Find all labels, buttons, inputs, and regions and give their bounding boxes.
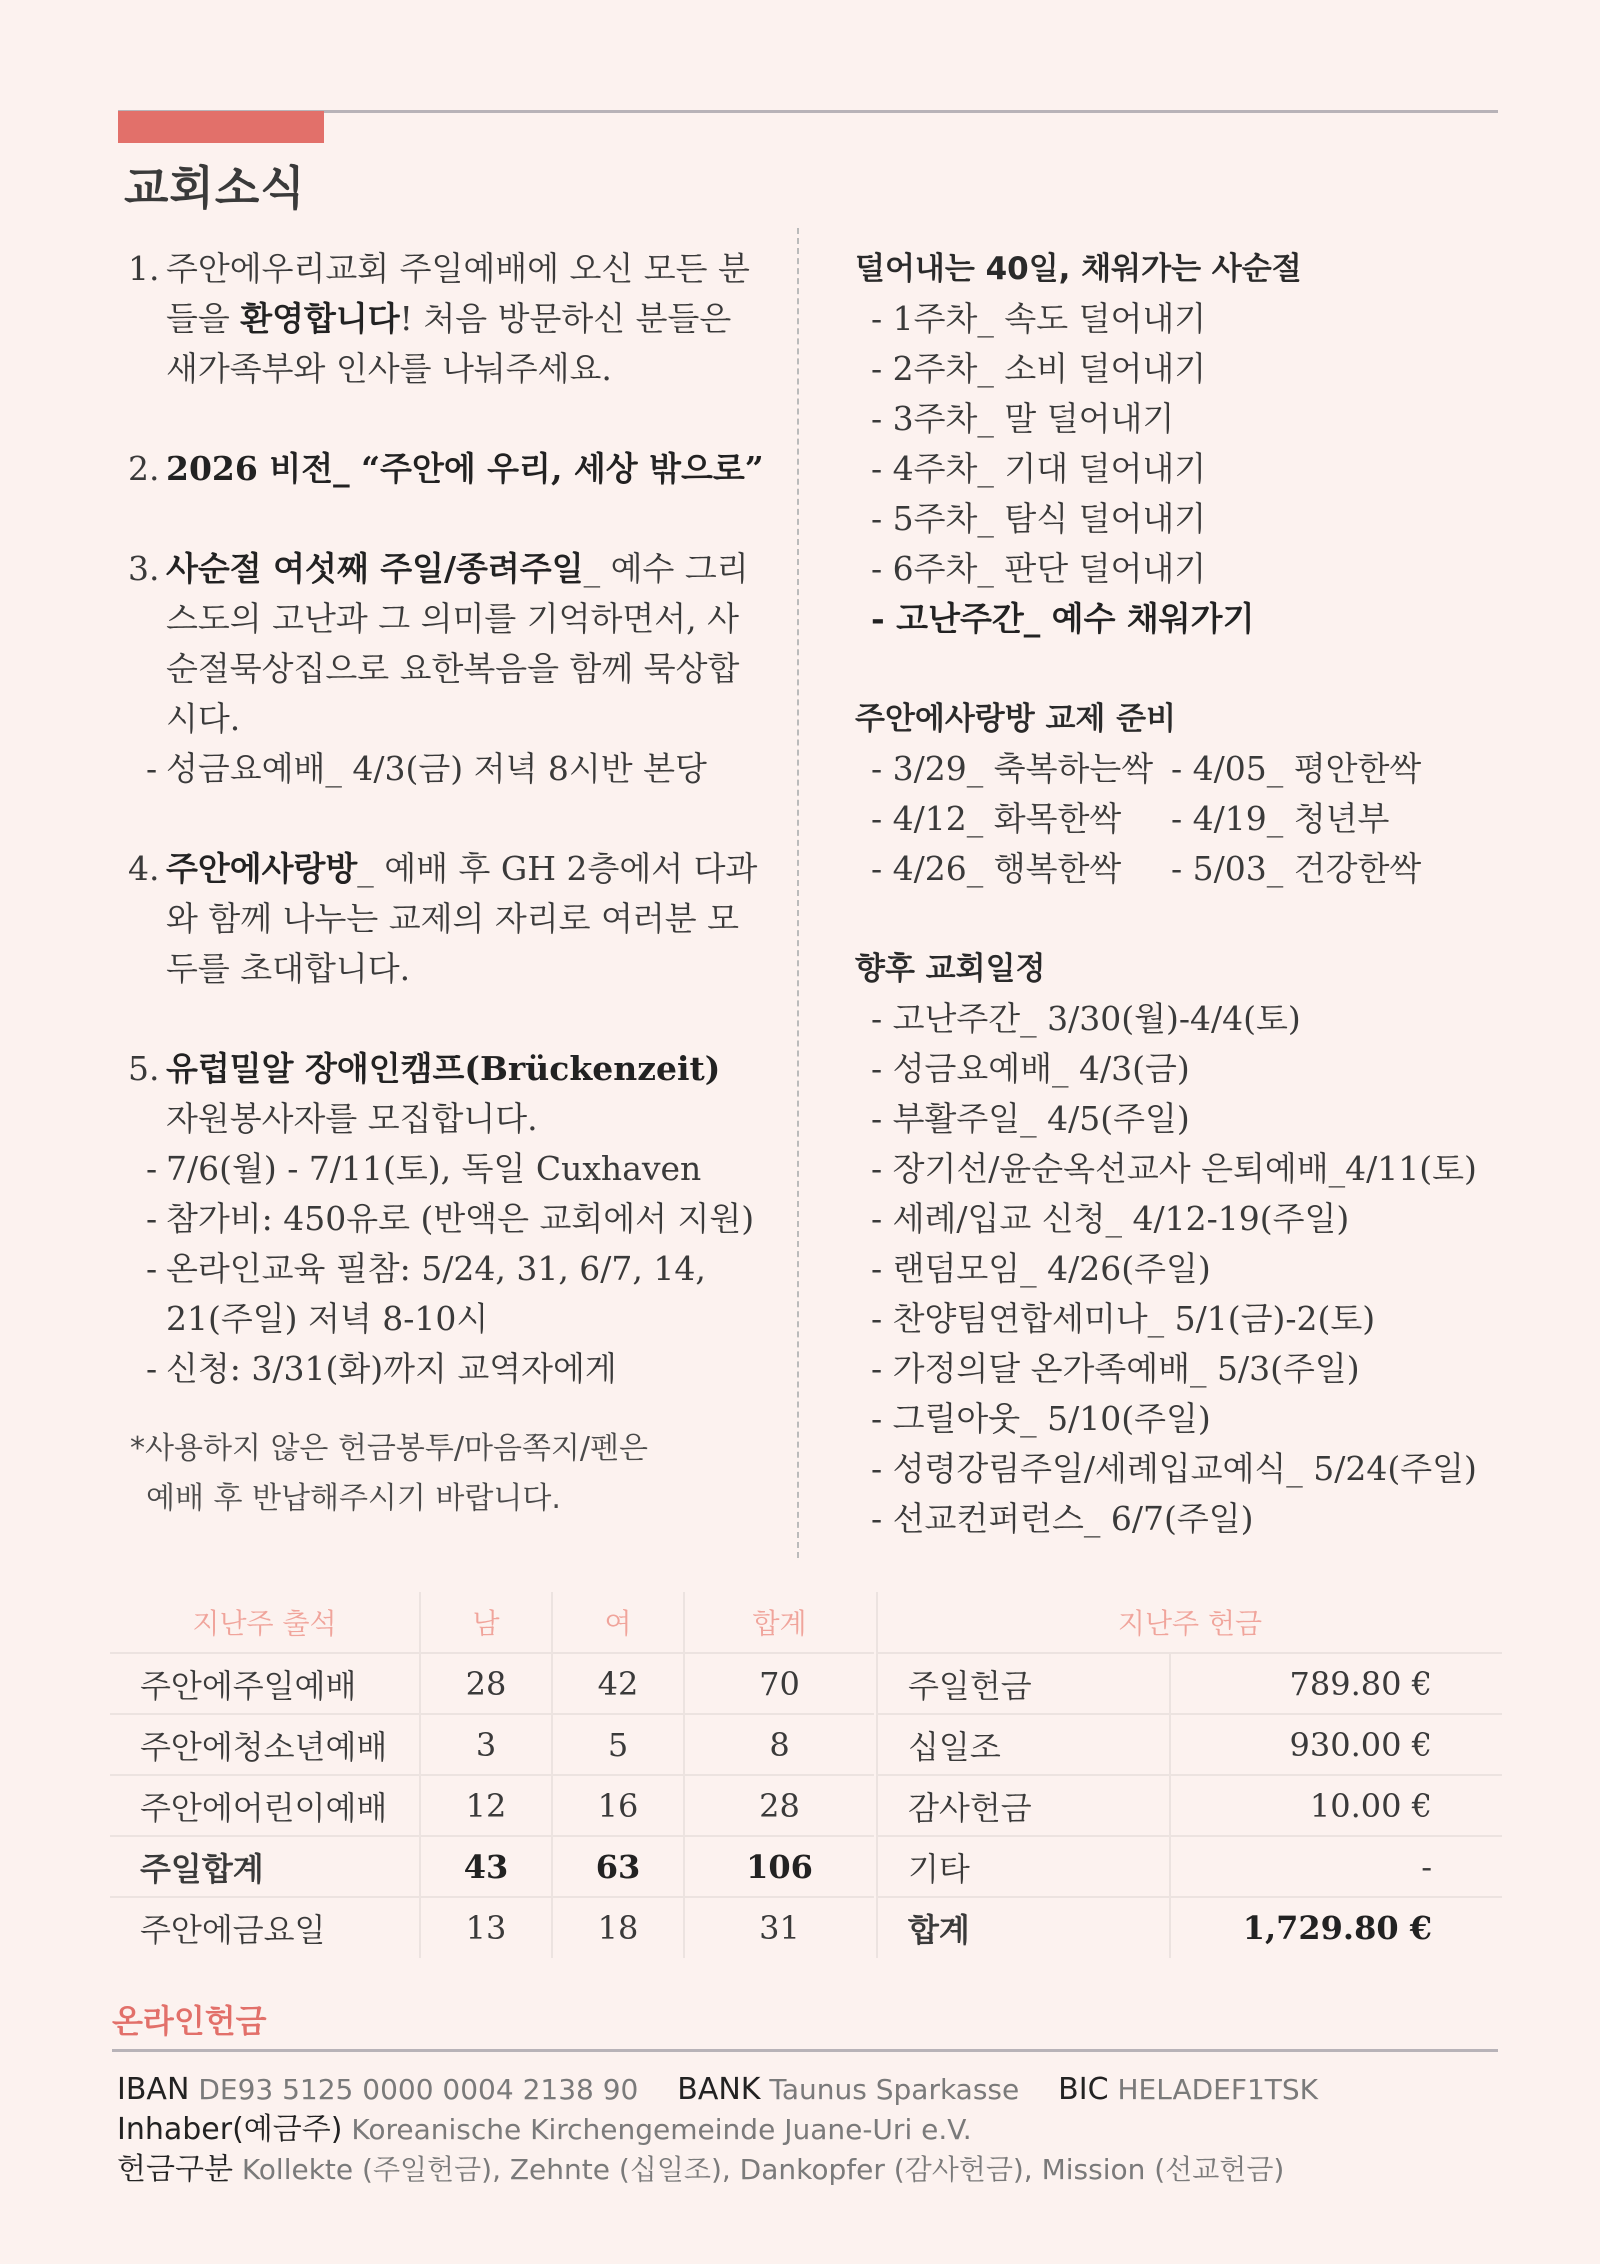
- cell-male: 28: [420, 1653, 552, 1714]
- row-label: 십일조: [877, 1714, 1170, 1775]
- list-item: - 찬양팀연합세미나_ 5/1(금)-2(토): [871, 1299, 1376, 1338]
- cell-female: 16: [552, 1775, 684, 1836]
- note-line: 예배 후 반납해주시기 바랍니다.: [146, 1481, 561, 1516]
- offering-table: [876, 1592, 1502, 1958]
- announcement-bold: 유럽밀알 장애인캠프(Brückenzeit): [166, 1049, 721, 1088]
- dash: -: [146, 1249, 158, 1288]
- schedule-column: [855, 244, 1515, 1544]
- section-heading: 향후 교회일정: [855, 951, 1046, 987]
- column-header: 여: [552, 1592, 684, 1653]
- list-item: - 그릴아웃_ 5/10(주일): [871, 1399, 1211, 1438]
- row-label: 주일헌금: [877, 1653, 1170, 1714]
- lent-section: [855, 244, 1515, 644]
- attendance-table: [110, 1592, 874, 1958]
- cell-female: 5: [552, 1714, 684, 1775]
- cell-amount: 1,729.80 €: [1170, 1897, 1502, 1958]
- list-item: - 랜덤모임_ 4/26(주일): [871, 1249, 1211, 1288]
- list-item: - 5/03_ 건강한싹: [1171, 849, 1422, 888]
- row-label: 주안에주일예배: [110, 1653, 420, 1714]
- list-item: - 4/05_ 평안한싹: [1171, 749, 1422, 788]
- column-header: 지난주 출석: [110, 1592, 420, 1653]
- offering-type-label: 헌금구분: [117, 2152, 233, 2187]
- announcement-5-sub: [146, 1344, 768, 1394]
- cell-total: 70: [684, 1653, 874, 1714]
- bank-value: Taunus Sparkasse: [769, 2073, 1020, 2106]
- cell-amount: -: [1170, 1836, 1502, 1897]
- schedule-section: [855, 944, 1515, 1544]
- cell-total: 8: [684, 1714, 874, 1775]
- return-note: [128, 1424, 768, 1524]
- list-item: - 5주차_ 탐식 덜어내기: [871, 499, 1207, 538]
- cell-total: 31: [684, 1897, 874, 1958]
- announcement-text: 자원봉사자를 모집합니다.: [166, 1099, 538, 1138]
- bank-details: [117, 2070, 1318, 2190]
- row-label: 기타: [877, 1836, 1170, 1897]
- announcement-bold: 환영합니다: [240, 299, 400, 338]
- bic-value: HELADEF1TSK: [1117, 2073, 1319, 2106]
- column-header: 남: [420, 1592, 552, 1653]
- table-row: [110, 1897, 874, 1958]
- list-item: - 성금요예배_ 4/3(금): [871, 1049, 1190, 1088]
- offering-type-value: Kollekte (주일헌금), Zehnte (십일조), Dankopfer (감사헌금), Mission (선교헌금): [241, 2153, 1285, 2186]
- table-row: [110, 1775, 874, 1836]
- item-number: 2.: [128, 449, 160, 488]
- cell-female: 42: [552, 1653, 684, 1714]
- item-number: 5.: [128, 1049, 160, 1088]
- section-heading: 덜어내는 40일, 채워가는 사순절: [855, 251, 1302, 287]
- list-item: - 3주차_ 말 덜어내기: [871, 399, 1175, 438]
- announcement-text: 주안에우리교회 주일예배에 오신 모든 분들을: [166, 249, 750, 338]
- item-number: 1.: [128, 249, 160, 288]
- cell-total: 28: [684, 1775, 874, 1836]
- announcement-bold: 주안에사랑방: [166, 849, 358, 888]
- sub-text: 온라인교육 필참: 5/24, 31, 6/7, 14, 21(주일) 저녁 8-10시: [166, 1249, 706, 1338]
- cell-female: 18: [552, 1897, 684, 1958]
- table-row: [110, 1836, 874, 1897]
- cell-amount: 930.00 €: [1170, 1714, 1502, 1775]
- row-label: 감사헌금: [877, 1775, 1170, 1836]
- dash: -: [146, 1149, 158, 1188]
- holder-value: Koreanische Kirchengemeinde Juane-Uri e.V.: [351, 2113, 972, 2146]
- sarangbang-section: [855, 694, 1515, 894]
- sub-text: 참가비: 450유로 (반액은 교회에서 지원): [166, 1199, 755, 1238]
- page-title: 교회소식: [124, 161, 306, 215]
- row-label: 주안에어린이예배: [110, 1775, 420, 1836]
- announcement-bold: 사순절 여섯째 주일/종려주일: [166, 549, 584, 588]
- list-item: - 1주차_ 속도 덜어내기: [871, 299, 1207, 338]
- list-item: - 세례/입교 신청_ 4/12-19(주일): [871, 1199, 1350, 1238]
- announcement-4: [128, 844, 768, 994]
- column-divider: [797, 228, 799, 1558]
- bic-label: BIC: [1058, 2072, 1109, 2107]
- column-header: 지난주 헌금: [877, 1592, 1502, 1653]
- list-item: - 성령강림주일/세례입교예식_ 5/24(주일): [871, 1449, 1477, 1488]
- announcement-text: _ 예수 그리스도의 고난과 그 의미를 기억하면서, 사순절묵상집으로 요한복음을 함께 묵상합시다.: [166, 549, 749, 738]
- list-item: - 가정의달 온가족예배_ 5/3(주일): [871, 1349, 1360, 1388]
- bank-line-1: [117, 2070, 1318, 2110]
- list-item: - 선교컨퍼런스_ 6/7(주일): [871, 1499, 1254, 1538]
- cell-female: 63: [552, 1836, 684, 1897]
- bank-line-2: [117, 2110, 1318, 2150]
- list-item: - 4/19_ 청년부: [1171, 799, 1390, 838]
- dash: -: [146, 1349, 158, 1388]
- list-item: - 4주차_ 기대 덜어내기: [871, 449, 1207, 488]
- table-header-row: [877, 1592, 1502, 1653]
- table-row: [110, 1714, 874, 1775]
- announcement-5-sub: [146, 1194, 768, 1244]
- cell-amount: 10.00 €: [1170, 1775, 1502, 1836]
- column-header: 합계: [684, 1592, 874, 1653]
- cell-male: 3: [420, 1714, 552, 1775]
- announcement-1: [128, 244, 768, 394]
- list-item: - 고난주간_ 예수 채워가기: [871, 599, 1255, 638]
- announcements-column: [128, 244, 768, 1524]
- bank-label: BANK: [677, 2072, 761, 2107]
- announcement-5-sub: [146, 1244, 768, 1344]
- dash: -: [146, 1199, 158, 1238]
- item-number: 3.: [128, 549, 160, 588]
- cell-total: 106: [684, 1836, 874, 1897]
- table-row: [110, 1653, 874, 1714]
- announcement-5-sub: [146, 1144, 768, 1194]
- list-item: - 2주차_ 소비 덜어내기: [871, 349, 1207, 388]
- list-item: - 4/12_ 화목한싹: [871, 799, 1122, 838]
- list-item: - 부활주일_ 4/5(주일): [871, 1099, 1190, 1138]
- table-row: [877, 1775, 1502, 1836]
- announcement-bold: 2026 비전_ “주안에 우리, 세상 밖으로”: [166, 449, 764, 488]
- list-item: - 6주차_ 판단 덜어내기: [871, 549, 1207, 588]
- cell-male: 13: [420, 1897, 552, 1958]
- table-row: [877, 1653, 1502, 1714]
- sub-text: 7/6(월) - 7/11(토), 독일 Cuxhaven: [166, 1149, 702, 1188]
- header-rule: [118, 110, 1498, 113]
- row-label: 주일합계: [110, 1836, 420, 1897]
- online-giving-rule: [112, 2049, 1498, 2052]
- row-label: 주안에청소년예배: [110, 1714, 420, 1775]
- announcement-3: [128, 544, 768, 744]
- list-item: - 4/26_ 행복한싹: [871, 849, 1122, 888]
- table-row: [877, 1836, 1502, 1897]
- note-line: *사용하지 않은 헌금봉투/마음쪽지/펜은: [130, 1431, 648, 1466]
- cell-male: 12: [420, 1775, 552, 1836]
- row-label: 주안에금요일: [140, 1911, 326, 1949]
- announcement-text: ! 처음 방문하신 분들은 새가족부와 인사를 나눠주세요.: [166, 299, 732, 388]
- iban-value: DE93 5125 0000 0004 2138 90: [198, 2073, 639, 2106]
- row-label: 합계: [877, 1897, 1170, 1958]
- sub-text: 신청: 3/31(화)까지 교역자에게: [166, 1349, 617, 1388]
- dash: -: [146, 749, 158, 788]
- list-item: - 고난주간_ 3/30(월)-4/4(토): [871, 999, 1301, 1038]
- cell-male: 43: [420, 1836, 552, 1897]
- sub-text: 성금요예배_ 4/3(금) 저녁 8시반 본당: [166, 749, 707, 788]
- announcement-5: [128, 1044, 768, 1144]
- table-header-row: [110, 1592, 874, 1653]
- announcement-text: _ 예배 후 GH 2층에서 다과와 함께 나누는 교제의 자리로 여러분 모두를 초대합니다.: [166, 849, 758, 988]
- iban-label: IBAN: [117, 2072, 190, 2107]
- cell-amount: 789.80 €: [1170, 1653, 1502, 1714]
- table-row: [877, 1897, 1502, 1958]
- announcement-3-sub: [146, 744, 768, 794]
- bank-line-3: [117, 2150, 1318, 2190]
- section-heading: 주안에사랑방 교제 준비: [855, 701, 1177, 737]
- announcement-2: [128, 444, 768, 494]
- header-accent-bar: [118, 111, 324, 143]
- item-number: 4.: [128, 849, 160, 888]
- table-row: [877, 1714, 1502, 1775]
- list-item: - 3/29_ 축복하는싹: [871, 749, 1154, 788]
- online-giving-title: 온라인헌금: [112, 2002, 267, 2040]
- list-item: - 장기선/윤순옥선교사 은퇴예배_4/11(토): [871, 1149, 1477, 1188]
- holder-label: Inhaber(예금주): [117, 2112, 343, 2147]
